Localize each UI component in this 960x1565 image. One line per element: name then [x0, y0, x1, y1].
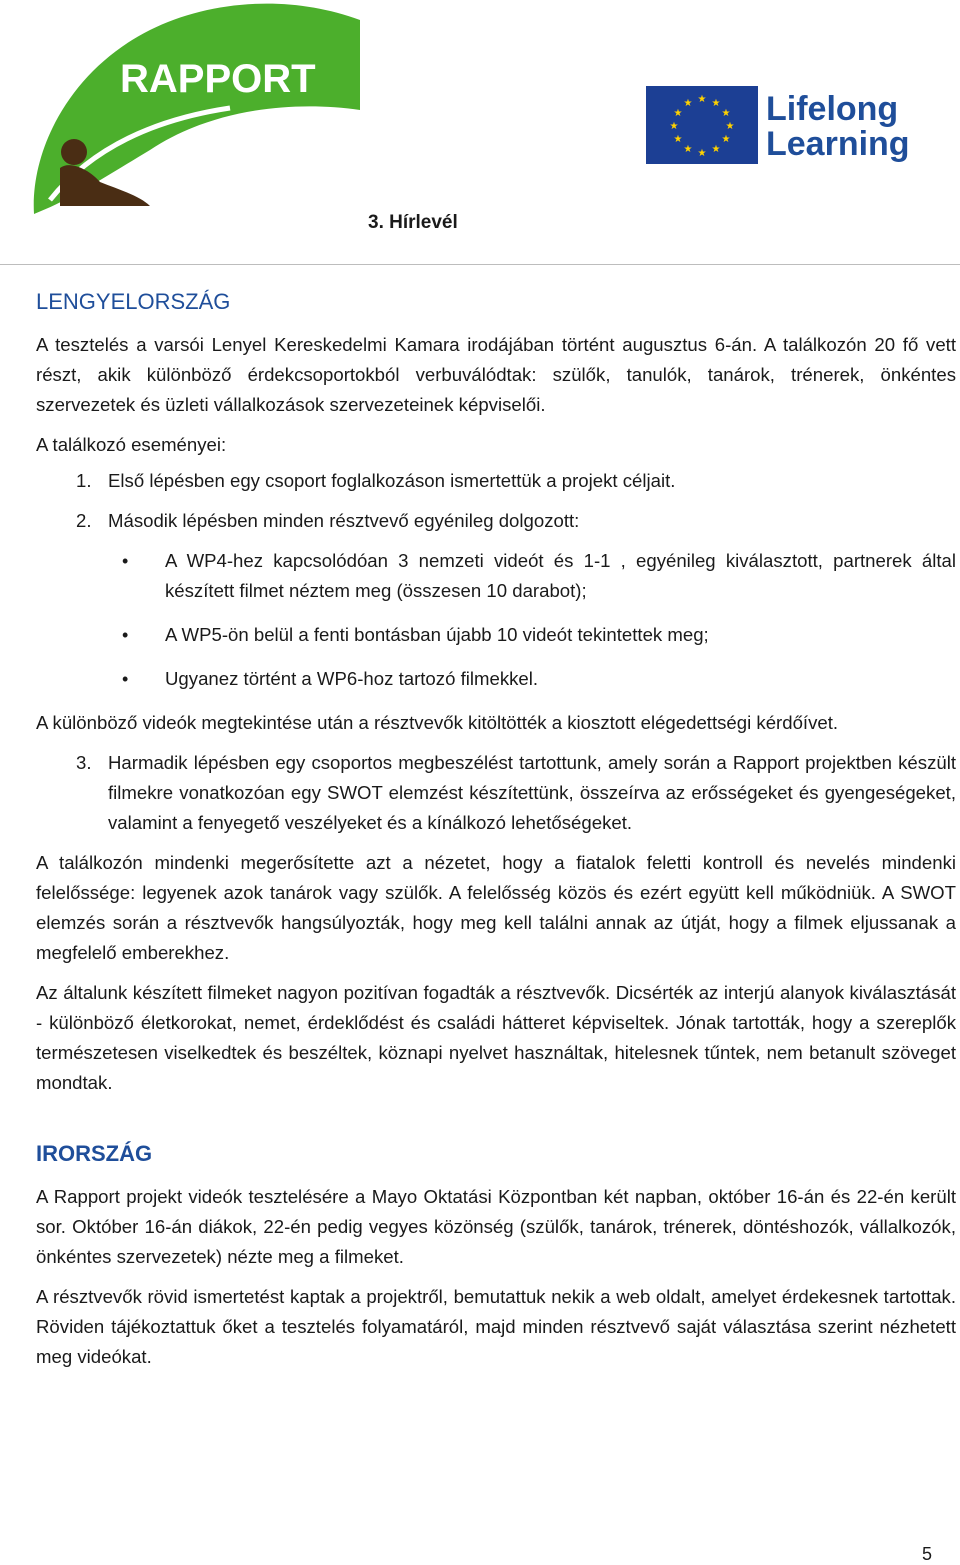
steps-list-continued	[36, 748, 956, 838]
rapport-logo	[30, 0, 360, 220]
svg-text:★: ★	[683, 144, 693, 155]
newsletter-title: 3. Hírlevél	[368, 212, 458, 233]
section-title-ireland: IRORSZÁG	[36, 1141, 153, 1166]
document-body	[36, 288, 956, 1382]
step-item-1	[36, 466, 956, 496]
step-number: 1.	[76, 470, 92, 491]
step-item-3	[36, 748, 956, 838]
bullet-item: • A WP4-hez kapcsolódóan 3 nemzeti videót és 1-1 , egyénileg kiválasztott, partnerek által készített filmet néztem meg (összesen 10 darabot);	[36, 546, 956, 606]
conclusion-paragraph-1: A találkozón mindenki megerősítette azt a nézetet, hogy a fiatalok feletti kontroll és nevelés mindenki felelőssége: legyenek azok tanárok vagy szülők. A felelősség közös és ezért együtt kell működniük. A SWOT elemzés során a résztvevők hangsúlyozták, hogy meg kell találni annak az útját, hogy a filmek eljussanak a megfelelő emberekhez.	[36, 852, 956, 963]
svg-text:★: ★	[683, 98, 693, 109]
poland-intro-paragraph: A tesztelés a varsói Lenyel Kereskedelmi Kamara irodájában történt augusztus 6-án. A találkozón 20 fő vett részt, akik különböző érdekcsoportokból verbuválódtak: szülők, tanulók, tanárok, trénerek, önkéntes szervezetek és üzleti vállalkozások szervezeteinek képviselői.	[36, 334, 956, 415]
step-number: 2.	[76, 510, 92, 531]
svg-text:★: ★	[721, 134, 731, 145]
eu-lifelong-learning-logo	[646, 86, 916, 170]
rapport-leaf-logo	[30, 0, 360, 220]
steps-list	[36, 466, 956, 536]
svg-text:★: ★	[697, 94, 707, 105]
svg-text:★: ★	[721, 108, 731, 119]
svg-text:★: ★	[673, 108, 683, 119]
section-title-poland: LENGYELORSZÁG	[36, 289, 231, 314]
svg-text:★: ★	[673, 134, 683, 145]
ireland-paragraph-1: A Rapport projekt videók tesztelésére a Mayo Oktatási Központban két napban, október 16-án és 22-én került sor. Október 16-án diákok, 22-én pedig vegyes közönség (szülők, tanárok, trénerek, döntéshozók, vállalkozók, önkéntes szervezetek) nézte meg a filmeket.	[36, 1186, 956, 1267]
bullet-item: • A WP5-ön belül a fenti bontásban újabb 10 videót tekintettek meg;	[36, 620, 956, 650]
svg-text:★: ★	[697, 148, 707, 159]
svg-text:★: ★	[711, 98, 721, 109]
svg-text:★: ★	[711, 144, 721, 155]
svg-text:★: ★	[669, 121, 679, 132]
page-number: 5	[921, 1544, 932, 1564]
step-text: Első lépésben egy csoport foglalkozáson ismertettük a projekt céljait.	[108, 470, 676, 491]
bullet-list	[36, 546, 956, 694]
rapport-logo-text: RAPPORT	[120, 57, 316, 101]
questionnaire-paragraph: A különböző videók megtekintése után a résztvevők kitöltötték a kiosztott elégedettségi kérdőívet.	[36, 712, 839, 733]
eu-flag-icon	[646, 86, 758, 164]
header-divider	[0, 264, 960, 265]
eu-logo-line1: Lifelong	[766, 90, 899, 128]
step-text: Második lépésben minden résztvevő egyénileg dolgozott:	[108, 510, 580, 531]
bullet-item: • Ugyanez történt a WP6-hoz tartozó filmekkel.	[36, 664, 956, 694]
events-label: A találkozó eseményei:	[36, 434, 227, 455]
ireland-paragraph-2: A résztvevők rövid ismertetést kaptak a projektről, bemutattuk nekik a web oldalt, amelyet érdekesnek tartottak. Röviden tájékoztattuk őket a tesztelés folyamatáról, majd minden résztvevő saját választása szerint nézhetett meg videókat.	[36, 1286, 956, 1367]
step-item-2	[36, 506, 956, 536]
eu-logo-line2: Learning	[766, 125, 910, 163]
step-number: 3.	[76, 752, 92, 773]
conclusion-paragraph-2: Az általunk készített filmeket nagyon pozitívan fogadták a résztvevők. Dicsérték az interjú alanyok kiválasztását - különböző életkorokat, nemet, érdeklődést és családi hátteret képviseltek. Jónak tartották, hogy a szereplők természetesen viselkedtek és beszéltek, köznapi nyelvet használtak, hitelesnek tűntek, nem betanult szöveget mondtak.	[36, 982, 956, 1093]
svg-text:★: ★	[725, 121, 735, 132]
step-text: Harmadik lépésben egy csoportos megbeszélést tartottunk, amely során a Rapport projektben készült filmekre vonatkozóan egy SWOT elemzést készítettünk, összeírva az erősségeket és gyengeségeket, valamint a fenyegető veszélyeket és a kínálkozó lehetőségeket.	[108, 752, 956, 833]
